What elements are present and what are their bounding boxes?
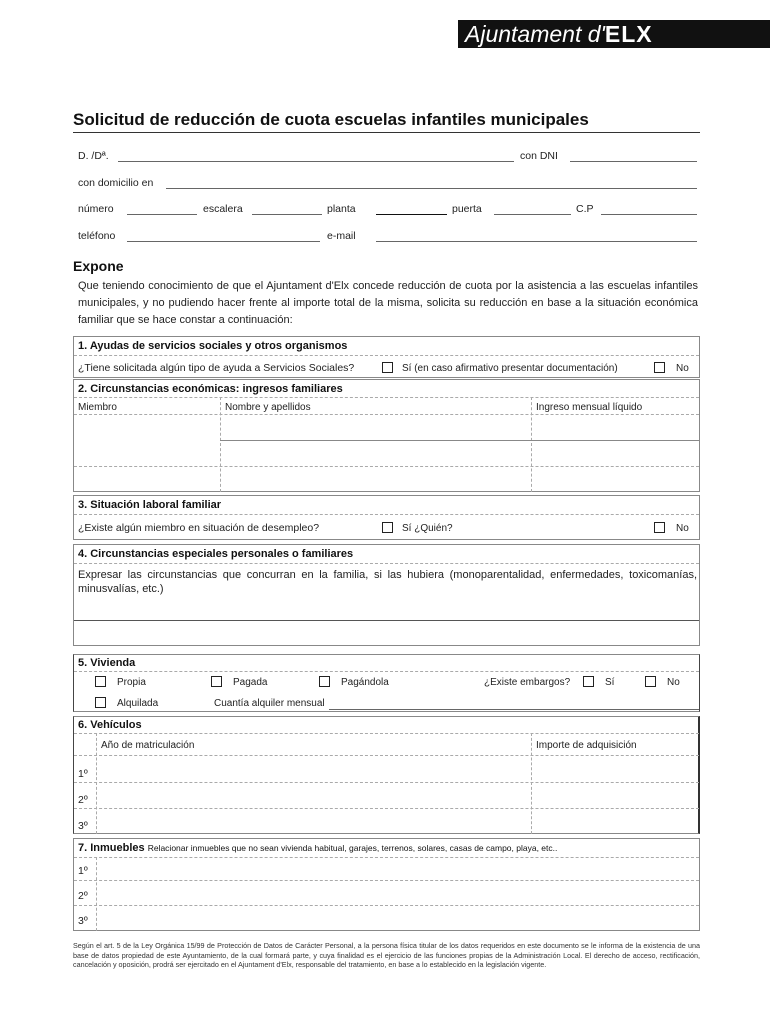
door-field[interactable] xyxy=(494,214,571,215)
section-7-title-text: 7. Inmuebles xyxy=(78,842,145,854)
vehicle-row-1-label: 1º xyxy=(78,768,88,780)
ajuntament-elx-logo xyxy=(458,20,770,48)
address-field[interactable] xyxy=(166,188,697,189)
section-4-divider xyxy=(74,563,699,564)
table-row[interactable] xyxy=(74,905,699,906)
section-3-question: ¿Existe algún miembro en situación de desempleo? xyxy=(78,522,320,534)
name-label: D. /Dª. xyxy=(78,150,109,162)
name-field[interactable] xyxy=(118,161,514,162)
section-3-divider xyxy=(74,514,699,515)
section-3-title: 3. Situación laboral familiar xyxy=(78,499,222,511)
dni-field[interactable] xyxy=(570,161,697,162)
income-col-sep-2 xyxy=(531,397,532,492)
property-row-2-label: 2º xyxy=(78,890,88,902)
phone-label: teléfono xyxy=(78,230,116,242)
section-1-no-label: No xyxy=(676,363,689,374)
housing-own-label: Propia xyxy=(117,677,146,688)
section-2-divider xyxy=(74,397,699,398)
vehicle-col-sep-1 xyxy=(96,733,97,834)
seizure-no-label: No xyxy=(667,677,680,688)
section-6-divider xyxy=(74,733,699,734)
section-3-no-label: No xyxy=(676,523,689,534)
property-row-3-label: 3º xyxy=(78,915,88,927)
section-2-title: 2. Circunstancias económicas: ingresos familiares xyxy=(78,383,343,395)
table-row[interactable] xyxy=(220,440,699,441)
floor-label: planta xyxy=(327,203,356,215)
housing-paying-checkbox[interactable] xyxy=(319,676,330,687)
section-1-question: ¿Tiene solicitada algún tipo de ayuda a Servicios Sociales? xyxy=(78,362,355,374)
email-field[interactable] xyxy=(376,241,697,242)
rent-amount-field[interactable] xyxy=(329,709,699,710)
zip-label: C.P xyxy=(576,203,594,215)
floor-field[interactable] xyxy=(376,214,447,215)
property-col-sep xyxy=(96,857,97,931)
title-rule xyxy=(73,132,700,133)
income-col-sep-1 xyxy=(220,397,221,492)
seizure-yes-checkbox[interactable] xyxy=(583,676,594,687)
seizure-yes-label: Sí xyxy=(605,677,615,688)
section-1-yes-checkbox[interactable] xyxy=(382,362,393,373)
expone-heading: Expone xyxy=(73,258,124,274)
section-6-title: 6. Vehículos xyxy=(78,719,142,731)
email-label: e-mail xyxy=(327,230,356,242)
section-4-title: 4. Circunstancias especiales personales o familiares xyxy=(78,548,354,560)
form-title: Solicitud de reducción de cuota escuelas infantiles municipales xyxy=(73,110,589,129)
vehicle-col-sep-2 xyxy=(531,733,532,834)
section-1-title: 1. Ayudas de servicios sociales y otros organismos xyxy=(78,340,348,352)
table-row[interactable] xyxy=(74,414,699,415)
housing-paid-label: Pagada xyxy=(233,677,268,688)
seizure-no-checkbox[interactable] xyxy=(645,676,656,687)
stair-label: escalera xyxy=(203,203,243,215)
section-7-title xyxy=(78,842,557,854)
door-label: puerta xyxy=(452,203,482,215)
section-1-yes-label: Sí (en caso afirmativo presentar documentación) xyxy=(402,363,618,374)
section-7-divider xyxy=(74,857,699,858)
section-7-note: Relacionar inmuebles que no sean vivienda habitual, garajes, terrenos, solares, casas de campo, playa, etc.. xyxy=(147,843,558,853)
dni-label: con DNI xyxy=(520,150,558,162)
vehicle-col-amount: Importe de adquisición xyxy=(536,740,637,751)
vehicle-col-year: Año de matriculación xyxy=(101,740,195,751)
section-3-yes-checkbox[interactable] xyxy=(382,522,393,533)
section-1-no-checkbox[interactable] xyxy=(654,362,665,373)
table-row[interactable] xyxy=(74,755,699,756)
table-row[interactable] xyxy=(74,880,699,881)
section-3-yes-label: Sí ¿Quién? xyxy=(402,523,453,534)
zip-field[interactable] xyxy=(601,214,697,215)
number-field[interactable] xyxy=(127,214,197,215)
housing-rented-label: Alquilada xyxy=(117,698,159,709)
table-row[interactable] xyxy=(74,808,699,809)
housing-paying-label: Pagándola xyxy=(341,677,389,688)
rent-amount-label: Cuantía alquiler mensual xyxy=(214,698,325,709)
income-col-amount: Ingreso mensual líquido xyxy=(536,402,643,413)
logo-text-bold: ELX xyxy=(604,21,653,47)
income-col-member: Miembro xyxy=(78,402,117,413)
number-label: número xyxy=(78,203,114,215)
logo-text-italic: Ajuntament d' xyxy=(465,21,605,47)
section-3-no-checkbox[interactable] xyxy=(654,522,665,533)
stair-field[interactable] xyxy=(252,214,322,215)
vehicle-row-3-label: 3º xyxy=(78,820,88,832)
seizure-question: ¿Existe embargos? xyxy=(484,677,571,688)
phone-field[interactable] xyxy=(127,241,320,242)
housing-paid-checkbox[interactable] xyxy=(211,676,222,687)
section-1-divider xyxy=(74,355,699,356)
income-col-name: Nombre y apellidos xyxy=(225,402,311,413)
section-4-answer-line[interactable] xyxy=(74,620,699,621)
table-row[interactable] xyxy=(74,466,699,467)
housing-own-checkbox[interactable] xyxy=(95,676,106,687)
section-2-box xyxy=(73,379,700,492)
housing-rented-checkbox[interactable] xyxy=(95,697,106,708)
vehicle-row-2-label: 2º xyxy=(78,794,88,806)
table-row[interactable] xyxy=(74,782,699,783)
section-4-text: Expresar las circunstancias que concurran en la familia, si las hubiera (monoparentalidad, enfermedades, toxicomanías, minusvalías, etc.) xyxy=(78,569,697,595)
section-5-divider xyxy=(74,671,699,672)
expone-text: Que teniendo conocimiento de que el Ajuntament d'Elx concede reducción de cuota por la asistencia a las escuelas infantiles municipales, y no pudiendo hacer frente al importe total de la misma, solicita su reducción en base a la situación económica familiar que se hace constar a continuación: xyxy=(78,280,698,326)
property-row-1-label: 1º xyxy=(78,865,88,877)
privacy-footer: Según el art. 5 de la Ley Orgánica 15/99 de Protección de Datos de Carácter Personal, a la persona física titular de los datos requeridos en este documento se le informa de la existencia de una base de datos propiedad de este Ayuntamiento, de la cual formará parte, y cuya finalidad es el ejercicio de las funciones propias de la Administración Local. El derecho de acceso, rectificación, cancelación y oposición, prodrá ser ejercitado en el Ajuntament d'Elx, responsable del tratamiento, en base a lo establecido en la legislación vigente. xyxy=(73,941,700,970)
section-5-title: 5. Vivienda xyxy=(78,657,136,669)
address-label: con domicilio en xyxy=(78,177,154,189)
